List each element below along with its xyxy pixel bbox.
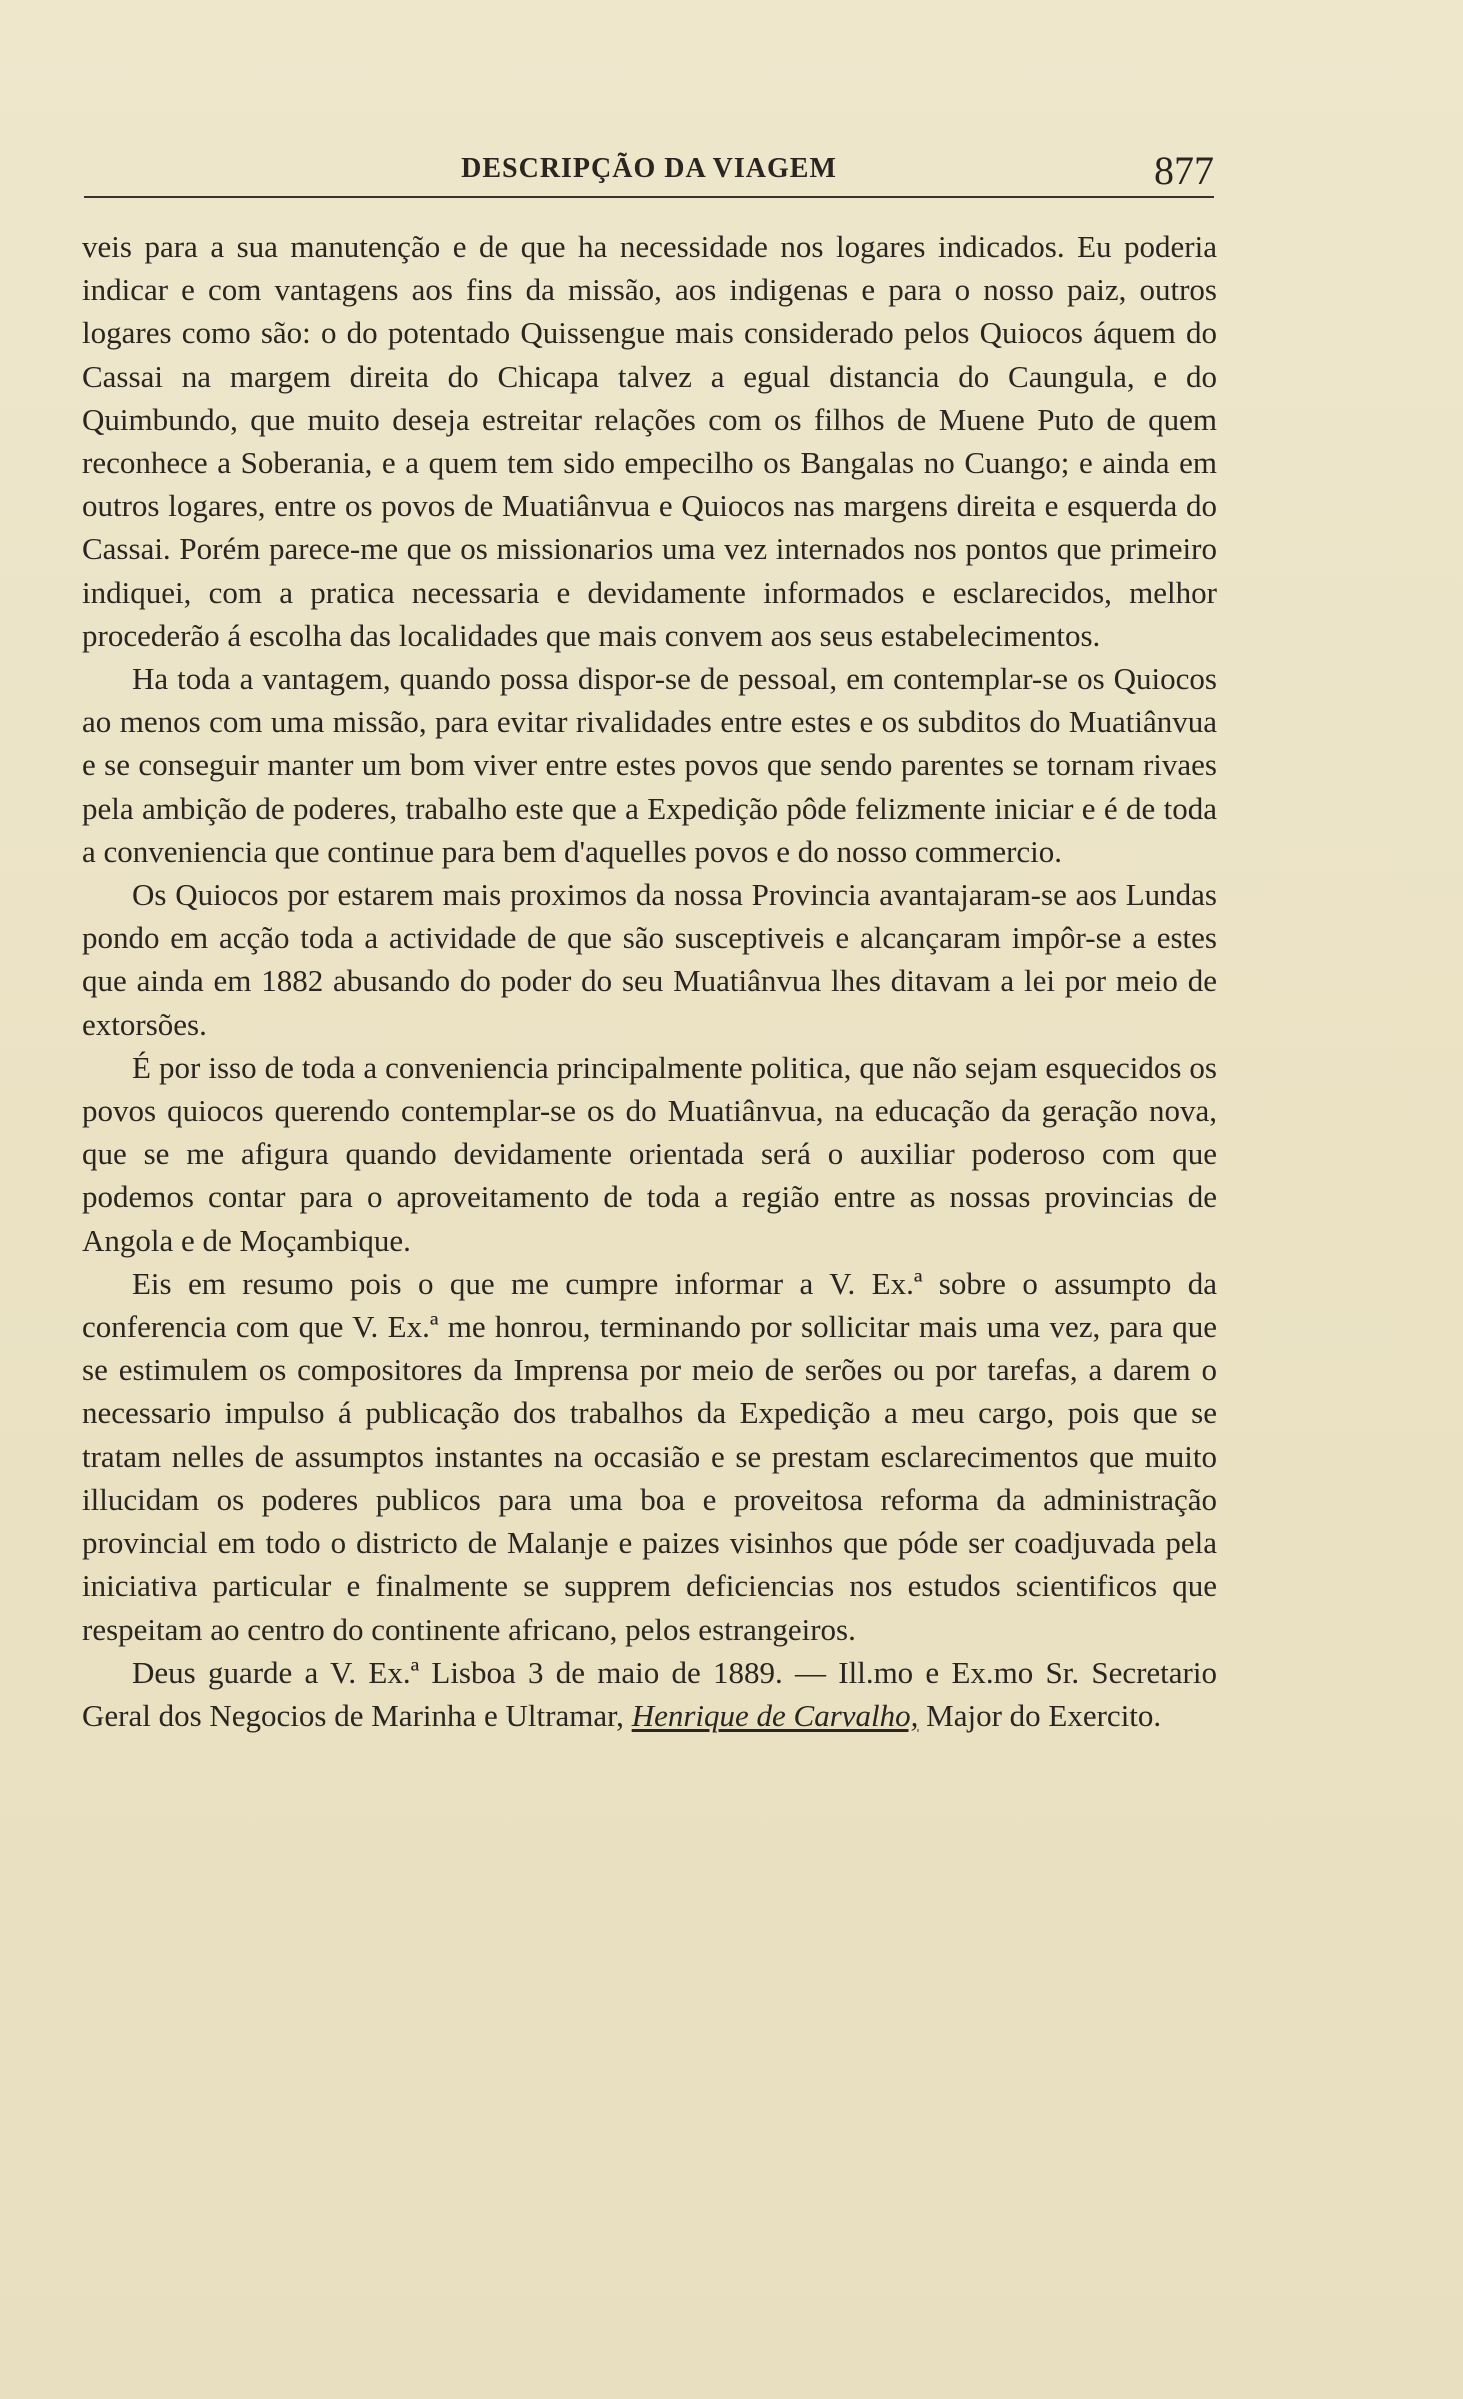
signature-rank: Major do Exercito. (918, 1697, 1162, 1733)
signature-name: Henrique de Carvalho, (631, 1697, 919, 1733)
header-divider (84, 196, 1214, 198)
body-text (82, 225, 1217, 1737)
closing-paragraph (82, 1651, 1217, 1737)
closing-text: Deus guarde a V. Ex.ª Lisboa 3 de maio de 1889. — Ill.mo e Ex.mo Sr. Secretario Geral dos Negocios de Marinha e Ultramar, (82, 1654, 1217, 1733)
paragraph-2: Ha toda a vantagem, quando possa dispor-se de pessoal, em contemplar-se os Quiocos ao menos com uma missão, para evitar rivalidades entre estes e os subditos do Muatiânvua e se conseguir manter um bom viver entre estes povos que sendo parentes se tornam rivaes pela ambição de poderes, trabalho este que a Expedição pôde felizmente iniciar e é de toda a conveniencia que continue para bem d'aquelles povos e do nosso commercio. (82, 661, 1217, 869)
page-title: DESCRIPÇÃO DA VIAGEM (461, 153, 837, 184)
paragraph-3: Os Quiocos por estarem mais proximos da nossa Provincia avantajaram-se aos Lundas pondo em acção toda a actividade de que são susceptiveis e alcançaram impôr-se a estes que ainda em 1882 abusando do poder do seu Muatiânvua lhes ditavam a lei por meio de extorsões. (82, 877, 1217, 1042)
page-number: 877 (1154, 148, 1214, 193)
paragraph-4: É por isso de toda a conveniencia principalmente politica, que não sejam esquecidos os povos quiocos querendo contemplar-se os do Muatiânvua, na educação da geração nova, que se me afigura quando devidamente orientada será o auxiliar poderoso com que podemos contar para o aproveitamento de toda a região entre as nossas provincias de Angola e de Moçambique. (82, 1049, 1217, 1258)
paragraph-5: Eis em resumo pois o que me cumpre informar a V. Ex.ª sobre o assumpto da conferencia com que V. Ex.ª me honrou, terminando por sollicitar mais uma vez, para que se estimulem os compositores da Imprensa por meio de serões ou por tarefas, a darem o necessario impulso á publicação dos trabalhos da Expedição a meu cargo, pois que se tratam nelles de assumptos instantes na occasião e se prestam esclarecimentos que muito illucidam os poderes publicos para uma boa e proveitosa reforma da administração provincial em todo o districto de Malanje e paizes visinhos que póde ser coadjuvada pela iniciativa particular e finalmente se supprem deficiencias nos estudos scientificos que respeitam ao centro do continente africano, pelos estrangeiros. (82, 1265, 1217, 1647)
paragraph-1: veis para a sua manutenção e de que ha necessidade nos logares indicados. Eu poderia indicar e com vantagens aos fins da missão, aos indigenas e para o nosso paiz, outros logares como são: o do potentado Quissengue mais considerado pelos Quiocos áquem do Cassai na margem direita do Chicapa talvez a egual distancia do Caungula, e do Quimbundo, que muito deseja estreitar relações com os filhos de Muene Puto de quem reconhece a Soberania, e a quem tem sido empecilho os Bangalas no Cuango; e ainda em outros logares, entre os povos de Muatiânvua e Quiocos nas margens direita e esquerda do Cassai. Porém parece-me que os missionarios uma vez internados nos pontos que primeiro indiquei, com a pratica necessaria e devidamente informados e esclarecidos, melhor procederão á escolha das localidades que mais convem aos seus estabelecimentos. (82, 229, 1217, 653)
running-header (84, 145, 1214, 195)
